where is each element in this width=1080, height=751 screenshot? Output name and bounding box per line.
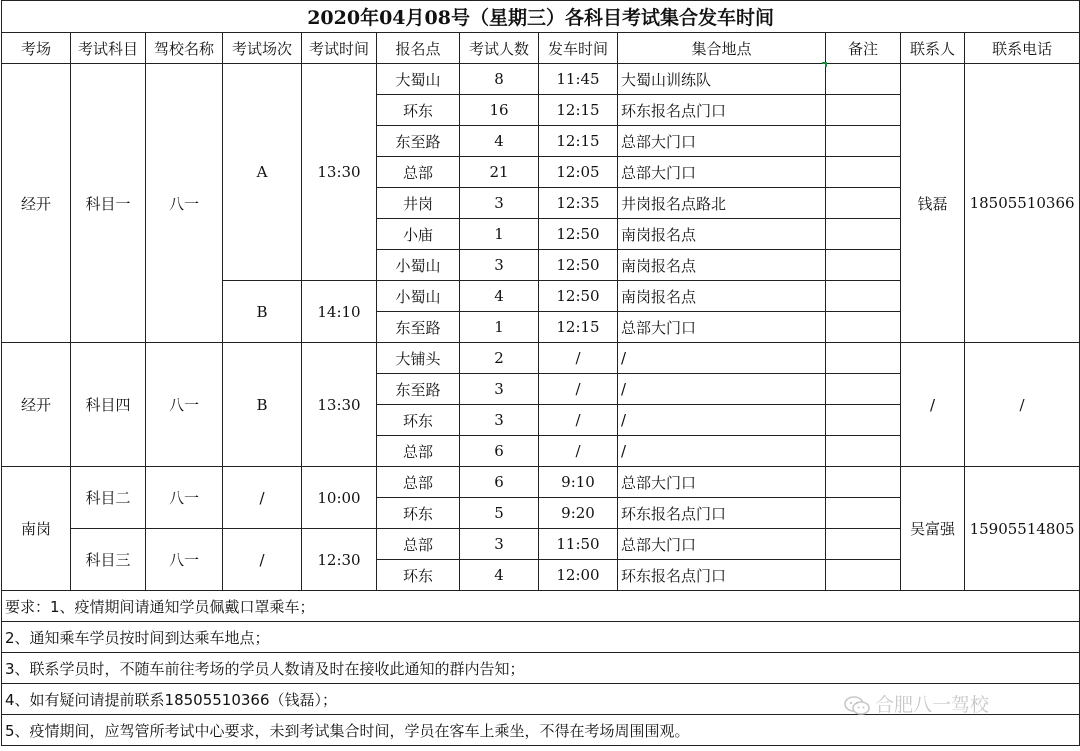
remark-cell — [826, 64, 901, 95]
depart-time-cell: 12:15 — [539, 126, 618, 157]
exam-count-cell: 5 — [460, 498, 539, 529]
remark-cell — [826, 560, 901, 591]
meeting-place-cell: 总部大门口 — [618, 157, 826, 188]
meeting-place-cell: 总部大门口 — [618, 467, 826, 498]
depart-time-cell: / — [539, 374, 618, 405]
depart-time-cell: 12:15 — [539, 312, 618, 343]
remark-cell — [826, 250, 901, 281]
column-header: 备注 — [826, 33, 901, 64]
venue-cell: 经开 — [2, 64, 71, 343]
note-row — [2, 622, 1080, 653]
exam-count-cell: 6 — [460, 467, 539, 498]
remark-cell — [826, 126, 901, 157]
session-cell: / — [223, 529, 302, 591]
table-row — [2, 64, 1080, 95]
meeting-place-cell: / — [618, 436, 826, 467]
depart-time-cell: / — [539, 343, 618, 374]
subject-cell: 科目二 — [71, 467, 146, 529]
signup-point-cell: 总部 — [377, 157, 460, 188]
subject-cell: 科目四 — [71, 343, 146, 467]
exam-count-cell: 3 — [460, 188, 539, 219]
exam-count-cell: 3 — [460, 405, 539, 436]
remark-cell — [826, 312, 901, 343]
signup-point-cell: 大蜀山 — [377, 64, 460, 95]
column-header: 联系人 — [901, 33, 965, 64]
exam-count-cell: 3 — [460, 374, 539, 405]
exam-count-cell: 3 — [460, 250, 539, 281]
watermark-text: 合肥八一驾校 — [875, 694, 990, 716]
meeting-place-cell: / — [618, 374, 826, 405]
signup-point-cell: 大铺头 — [377, 343, 460, 374]
exam-time-cell: 13:30 — [302, 343, 377, 467]
exam-time-cell: 13:30 — [302, 64, 377, 281]
exam-count-cell: 6 — [460, 436, 539, 467]
exam-count-cell: 1 — [460, 219, 539, 250]
remark-cell — [826, 436, 901, 467]
session-cell: A — [223, 64, 302, 281]
signup-point-cell: 东至路 — [377, 126, 460, 157]
exam-count-cell: 4 — [460, 281, 539, 312]
subject-cell: 科目三 — [71, 529, 146, 591]
depart-time-cell: 12:50 — [539, 250, 618, 281]
signup-point-cell: 东至路 — [377, 312, 460, 343]
contact-cell: 钱磊 — [901, 64, 965, 343]
depart-time-cell: / — [539, 436, 618, 467]
session-cell: / — [223, 467, 302, 529]
signup-point-cell: 总部 — [377, 529, 460, 560]
table-row — [2, 467, 1080, 498]
note-text: 3、联系学员时，不随车前往考场的学员人数请及时在接收此通知的群内告知； — [2, 653, 1080, 684]
exam-count-cell: 21 — [460, 157, 539, 188]
note-text: 4、如有疑问请提前联系18505510366（钱磊）； — [2, 684, 1080, 715]
cell-comment-marker — [822, 62, 827, 67]
depart-time-cell: 12:00 — [539, 560, 618, 591]
remark-cell — [826, 95, 901, 126]
depart-time-cell: 12:35 — [539, 188, 618, 219]
depart-time-cell: 11:45 — [539, 64, 618, 95]
meeting-place-cell: 南岗报名点 — [618, 219, 826, 250]
school-cell: 八一 — [146, 64, 223, 343]
column-header: 考试人数 — [460, 33, 539, 64]
meeting-place-cell: / — [618, 343, 826, 374]
remark-cell — [826, 188, 901, 219]
column-header: 考场 — [2, 33, 71, 64]
remark-cell — [826, 281, 901, 312]
remark-cell — [826, 498, 901, 529]
depart-time-cell: 12:50 — [539, 281, 618, 312]
column-header: 联系电话 — [965, 33, 1080, 64]
signup-point-cell: 总部 — [377, 467, 460, 498]
exam-count-cell: 1 — [460, 312, 539, 343]
signup-point-cell: 环东 — [377, 95, 460, 126]
remark-cell — [826, 157, 901, 188]
phone-cell: 18505510366 — [965, 64, 1080, 343]
note-row — [2, 715, 1080, 746]
meeting-place-cell: 环东报名点门口 — [618, 560, 826, 591]
signup-point-cell: 总部 — [377, 436, 460, 467]
meeting-place-cell: 环东报名点门口 — [618, 95, 826, 126]
note-text: 要求：1、疫情期间请通知学员佩戴口罩乘车； — [2, 591, 1080, 622]
phone-cell: / — [965, 343, 1080, 467]
meeting-place-cell: 大蜀山训练队 — [618, 64, 826, 95]
exam-time-cell: 12:30 — [302, 529, 377, 591]
depart-time-cell: 12:15 — [539, 95, 618, 126]
column-header: 发车时间 — [539, 33, 618, 64]
depart-time-cell: 12:50 — [539, 219, 618, 250]
note-row — [2, 653, 1080, 684]
exam-count-cell: 8 — [460, 64, 539, 95]
remark-cell — [826, 467, 901, 498]
contact-cell: / — [901, 343, 965, 467]
exam-time-cell: 14:10 — [302, 281, 377, 343]
note-text: 2、通知乘车学员按时间到达乘车地点； — [2, 622, 1080, 653]
column-header: 考试科目 — [71, 33, 146, 64]
remark-cell — [826, 343, 901, 374]
column-header: 考试时间 — [302, 33, 377, 64]
note-text: 5、疫情期间，应驾管所考试中心要求，未到考试集合时间，学员在客车上乘坐，不得在考场周围围观。 — [2, 715, 1080, 746]
subject-cell: 科目一 — [71, 64, 146, 343]
school-cell: 八一 — [146, 343, 223, 467]
schedule-table — [1, 0, 1080, 746]
signup-point-cell: 小庙 — [377, 219, 460, 250]
school-cell: 八一 — [146, 529, 223, 591]
signup-point-cell: 小蜀山 — [377, 250, 460, 281]
meeting-place-cell: 总部大门口 — [618, 312, 826, 343]
column-header: 报名点 — [377, 33, 460, 64]
exam-count-cell: 4 — [460, 560, 539, 591]
exam-count-cell: 4 — [460, 126, 539, 157]
signup-point-cell: 井岗 — [377, 188, 460, 219]
remark-cell — [826, 529, 901, 560]
column-header: 集合地点 — [618, 33, 826, 64]
signup-point-cell: 环东 — [377, 560, 460, 591]
table-row — [2, 343, 1080, 374]
signup-point-cell: 小蜀山 — [377, 281, 460, 312]
exam-count-cell: 2 — [460, 343, 539, 374]
venue-cell: 经开 — [2, 343, 71, 467]
depart-time-cell: / — [539, 405, 618, 436]
wechat-icon — [843, 695, 871, 717]
meeting-place-cell: / — [618, 405, 826, 436]
meeting-place-cell: 总部大门口 — [618, 529, 826, 560]
depart-time-cell: 9:20 — [539, 498, 618, 529]
signup-point-cell: 环东 — [377, 498, 460, 529]
phone-cell: 15905514805 — [965, 467, 1080, 591]
column-header: 考试场次 — [223, 33, 302, 64]
exam-count-cell: 16 — [460, 95, 539, 126]
remark-cell — [826, 219, 901, 250]
remark-cell — [826, 405, 901, 436]
exam-time-cell: 10:00 — [302, 467, 377, 529]
watermark — [843, 690, 989, 717]
column-header: 驾校名称 — [146, 33, 223, 64]
note-row — [2, 591, 1080, 622]
meeting-place-cell: 南岗报名点 — [618, 250, 826, 281]
venue-cell: 南岗 — [2, 467, 71, 591]
depart-time-cell: 12:05 — [539, 157, 618, 188]
session-cell: B — [223, 343, 302, 467]
exam-count-cell: 3 — [460, 529, 539, 560]
session-cell: B — [223, 281, 302, 343]
depart-time-cell: 9:10 — [539, 467, 618, 498]
contact-cell: 吴富强 — [901, 467, 965, 591]
meeting-place-cell: 南岗报名点 — [618, 281, 826, 312]
header-row — [2, 33, 1080, 64]
signup-point-cell: 东至路 — [377, 374, 460, 405]
meeting-place-cell: 环东报名点门口 — [618, 498, 826, 529]
meeting-place-cell: 井岗报名点路北 — [618, 188, 826, 219]
page-title: 2020年04月08号（星期三）各科目考试集合发车时间 — [2, 1, 1080, 33]
meeting-place-cell: 总部大门口 — [618, 126, 826, 157]
signup-point-cell: 环东 — [377, 405, 460, 436]
school-cell: 八一 — [146, 467, 223, 529]
depart-time-cell: 11:50 — [539, 529, 618, 560]
remark-cell — [826, 374, 901, 405]
